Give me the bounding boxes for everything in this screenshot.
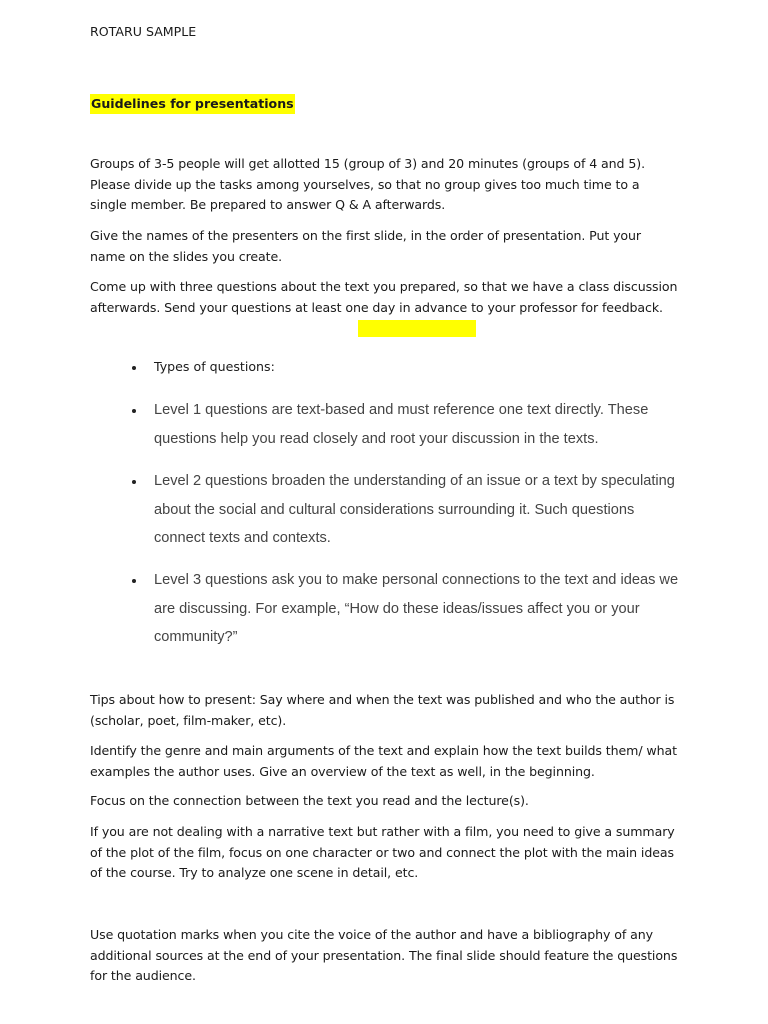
- bullet-icon: [132, 366, 136, 370]
- tips-paragraph-3: Focus on the connection between the text you read and the lecture(s).: [90, 793, 529, 808]
- document-header: ROTARU SAMPLE: [90, 24, 197, 39]
- intro-paragraph-2: Give the names of the presenters on the first slide, in the order of presentation. Put your name on the slides you create.: [90, 228, 641, 264]
- bullet-icon: [132, 579, 136, 583]
- tips-paragraph-5: Use quotation marks when you cite the voice of the author and have a bibliography of any additional sources at the end of your presentation. The final slide should feature the questions for the audience.: [90, 927, 678, 983]
- question-level-3: Level 3 questions ask you to make personal connections to the text and ideas we are discussing. For example, “How do these ideas/issues affect you or your community?”: [154, 572, 679, 645]
- question-level-2: Level 2 questions broaden the understanding of an issue or a text by speculating about the social and cultural considerations surrounding it. Such questions connect texts and contexts.: [154, 473, 675, 546]
- tips-paragraph-4: If you are not dealing with a narrative text but rather with a film, you need to give a summary of the plot of the film, focus on one character or two and connect the plot with the main ideas of the course. Try to analyze one scene in detail, etc.: [90, 824, 675, 880]
- intro-paragraph-1: Groups of 3-5 people will get allotted 15 (group of 3) and 20 minutes (groups of 4 and 5). Please divide up the tasks among yourselves, so that no group gives too much time to a single member. Be prepared to answer Q & A afterwards.: [90, 156, 645, 212]
- intro-paragraph-3: Come up with three questions about the text you prepared, so that we have a class discussion afterwards. Send your questions at least one day in advance to your professor for feedback.: [90, 279, 678, 315]
- bullet-icon: [132, 480, 136, 484]
- tips-paragraph-1: Tips about how to present: Say where and when the text was published and who the author is (scholar, poet, film-maker, etc).: [90, 692, 675, 728]
- bullet-icon: [132, 409, 136, 413]
- tips-paragraph-2: Identify the genre and main arguments of the text and explain how the text builds them/ what examples the author uses. Give an overview of the text as well, in the beginning.: [90, 743, 677, 779]
- guidelines-title: Guidelines for presentations: [90, 94, 295, 114]
- question-types-heading: Types of questions:: [154, 359, 275, 374]
- highlight-marker: [358, 320, 476, 337]
- question-level-1: Level 1 questions are text-based and must reference one text directly. These questions help you read closely and root your discussion in the texts.: [154, 402, 649, 447]
